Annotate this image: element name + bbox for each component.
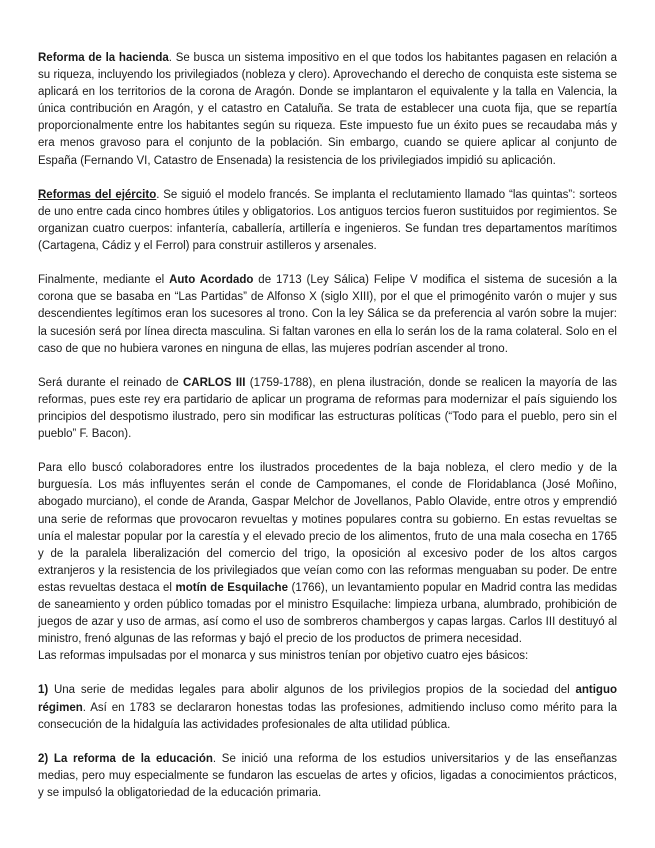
paragraph-text: . Así en 1783 se declararon honestas todas las profesiones, admitiendo incluso como mérito para la consecución de la hidalguía las actividades profesionales de alta utilidad pública. [38, 701, 617, 731]
paragraph-text: de 1713 (Ley Sálica) Felipe V modifica el sistema de sucesión a la corona que se basaba en “Las Partidas” de Alfonso X (siglo XIII), por el que el primogénito varón o mujer y sus descendientes legítimos eran los sucesores al trono. Con la ley Sálica se da preferencia al varón sobre la mujer: la sucesión será por línea directa masculina. Si faltan varones en ella lo serán los de la rama colateral. Solo en el caso de que no hubiera varones en ninguna de ellas, las mujeres podrían ascender al trono. [38, 274, 617, 355]
bold-text: motín de Esquilache [175, 581, 288, 594]
bold-text: CARLOS III [182, 376, 246, 389]
paragraph-text: Finalmente, mediante el [38, 274, 170, 287]
paragraph-text: . Se siguió el modelo francés. Se implanta el reclutamiento llamado “las quintas”: sorteos de uno entre cada cinco hombres útiles y obligatorios. Los antiguos tercios fueron sustituidos por regimientos. Se organizan cuatro cuerpos: infantería, caballería, artillería e ingenieros. Se fundan tres departamentos marítimos (Cartagena, Cádiz y el Ferrol) para construir astilleros y arsenales. [38, 188, 618, 253]
paragraph-ejercito [38, 187, 617, 255]
paragraph-colaboradores [38, 460, 617, 648]
paragraph-text: Para ello buscó colaboradores entre los ilustrados procedentes de la baja nobleza, el clero medio y de la burguesía. Los más influyentes serán el conde de Campomanes, el conde de Floridablanca (José Moñino, abogado murciano), el conde de Aranda, Gaspar Melchor de Jovellanos, Pablo Olavide, entre otros y emprendió una serie de reformas que provocaron revueltas y motines populares contra su gobierno. En estas revueltas se unía el malestar popular por la carestía y el elevado precio de los alimentos, fruto de una mala cosecha en 1765 y de la paralela liberalización del comercio del trigo, la oposición al excesivo poder de los altos cargos extranjeros y la resistencia de los privilegiados que veían como con las reformas menguaban su poder. De entre estas revueltas destaca el [38, 462, 617, 594]
paragraph-text: (1759-1788), en plena ilustración, donde se realicen la mayoría de las reformas, pues este rey era partidario de aplicar un programa de reformas para modernizar el país siguiendo los principios del despotismo ilustrado, pero sin modificar las estructuras políticas (“Todo para el pueblo, pero sin el pueblo” F. Bacon). [38, 376, 617, 441]
bold-text: Auto Acordado [169, 274, 254, 287]
paragraph-eje-2 [38, 751, 617, 802]
underlined-text: Reformas del ejército [38, 188, 157, 201]
paragraph-text: . Se inició una reforma de los estudios universitarios y de las enseñanzas medias, pero muy especialmente se fundaron las escuelas de artes y oficios, ligadas a conocimientos prácticos, y se impulsó la obligatoriedad de la educación primaria. [38, 752, 617, 800]
paragraph-auto-acordado [38, 272, 617, 357]
bold-text: 2) La reforma de la educación [38, 752, 213, 765]
paragraph-text: Una serie de medidas legales para abolir algunos de los privilegios propios de la sociedad del [48, 684, 576, 697]
bold-text: Reforma de la hacienda [38, 52, 169, 64]
paragraph-text: Las reformas impulsadas por el monarca y sus ministros tenían por objetivo cuatro ejes básicos: [38, 650, 529, 663]
bold-text: antiguo régimen [38, 684, 617, 714]
bold-text [38, 189, 156, 201]
paragraph-text: (1766), un levantamiento popular en Madrid contra las medidas de saneamiento y orden público tomadas por el ministro Esquilache: limpieza urbana, alumbrado, prohibición de juegos de azar y uso de armas, así como el uso de sombreros chambergos y capas largas. Carlos III destituyó al ministro, frenó algunas de las reformas y bajó el precio de los productos de primera necesidad. [38, 581, 617, 646]
paragraph-text: Será durante el reinado de [38, 376, 183, 389]
paragraph-ejes [38, 648, 617, 665]
document-body [38, 50, 617, 819]
paragraph-hacienda [38, 50, 617, 170]
bold-text: 1) [38, 684, 49, 697]
paragraph-carlos-iii [38, 375, 617, 443]
paragraph-text: . Se busca un sistema impositivo en el que todos los habitantes pagasen en relación a su riqueza, incluyendo los privilegiados (nobleza y clero). Aprovechando el derecho de conquista este sistema se aplicará en los territorios de la corona de Aragón. Donde se implantaron el equivalente y la talla en Valencia, la única contribución en Aragón, y el catastro en Cataluña. Se trata de establecer una cuota fija, que se repartía proporcionalmente entre los habitantes según su riqueza. Este impuesto fue un éxito pues se recaudaba más y era menos gravoso para el conjunto de la población. Sin embargo, cuando se quiere aplicar al conjunto de España (Fernando VI, Catastro de Ensenada) la resistencia de los privilegiados impidió su aplicación. [38, 52, 617, 167]
paragraph-eje-1 [38, 682, 617, 733]
